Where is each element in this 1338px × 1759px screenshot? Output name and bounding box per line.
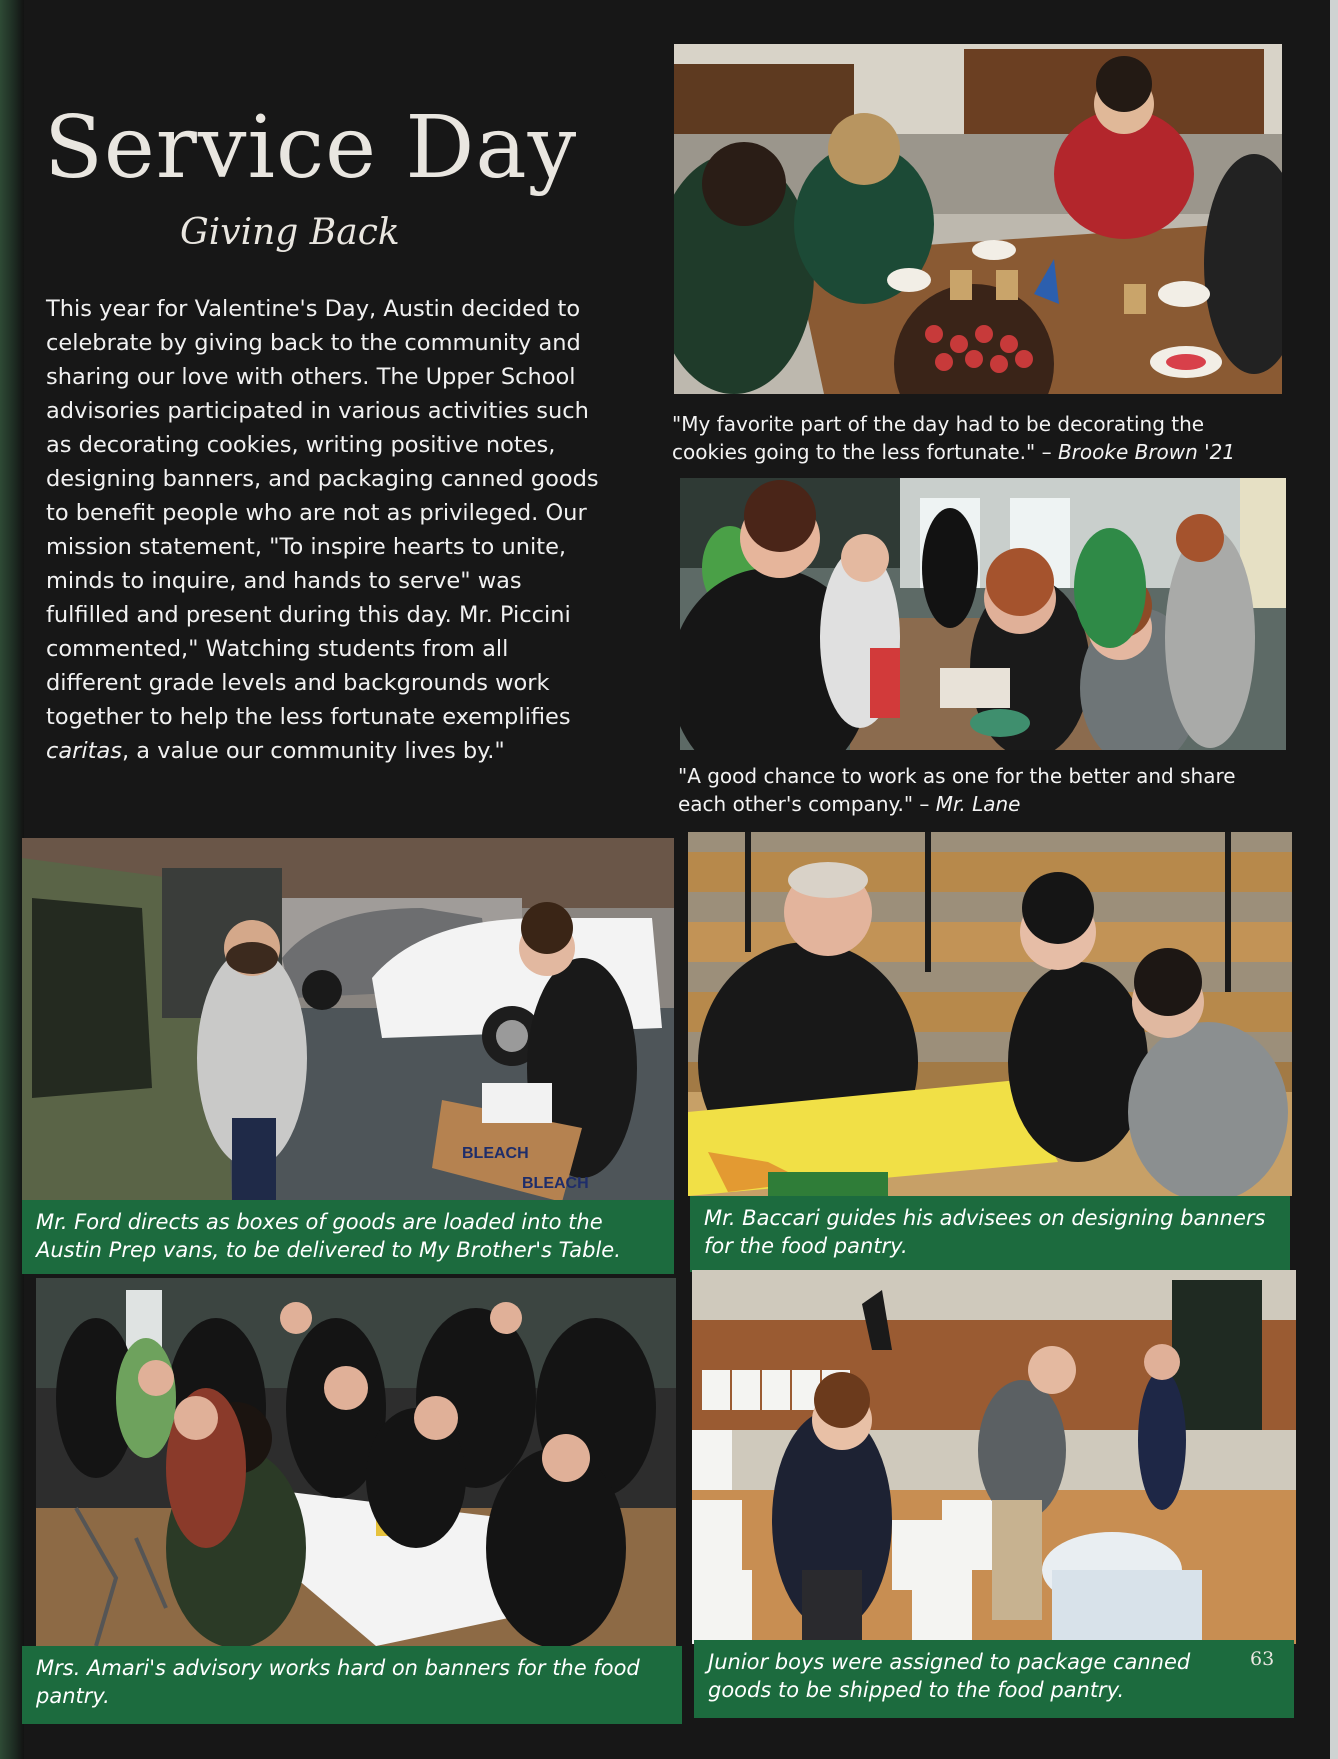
quote-teamwork-author: Mr. Lane bbox=[935, 792, 1021, 816]
quote-cookies-text: "My favorite part of the day had to be decorating the cookies going to the less fortunate." – bbox=[672, 412, 1205, 464]
quote-teamwork bbox=[678, 762, 1278, 818]
story-emphasis: caritas bbox=[46, 738, 122, 764]
photo-loading-vans bbox=[22, 838, 674, 1202]
quote-teamwork-text: "A good chance to work as one for the better and share each other's company." – bbox=[678, 764, 1236, 816]
box-label: BLEACH bbox=[522, 1175, 589, 1192]
page-subtitle: Giving Back bbox=[180, 212, 400, 253]
caption-juniors: Junior boys were assigned to package canned goods to be shipped to the food pantry. bbox=[694, 1640, 1294, 1718]
photo-amari-advisory bbox=[36, 1278, 676, 1646]
story-paragraph: This year for Valentine's Day, Austin decided to celebrate by giving back to the community and sharing our love with others. The Upper School advisories participated in various activities such as decorating cookies, writing positive notes, designing banners, and packaging canned goods to benefit people who are not as privileged. Our mission statement, "To inspire hearts to unite, minds to inquire, and hands to serve" was fulfilled and present during this day. Mr. Piccini commented," Watching students from all different grade levels and backgrounds work together to help the less fortunate exemplifies bbox=[46, 296, 599, 730]
story-text bbox=[46, 292, 606, 768]
photo-group-table bbox=[680, 478, 1286, 750]
photo-banner-design bbox=[688, 832, 1292, 1196]
photo-cookie-decorating bbox=[674, 44, 1282, 394]
caption-baccari: Mr. Baccari guides his advisees on designing banners for the food pantry. bbox=[690, 1196, 1290, 1272]
binding-spine bbox=[0, 0, 24, 1759]
quote-cookies-author: Brooke Brown '21 bbox=[1057, 440, 1236, 464]
quote-cookies bbox=[672, 410, 1272, 466]
box-label: BLEACH bbox=[462, 1145, 529, 1162]
caption-amari: Mrs. Amari's advisory works hard on banners for the food pantry. bbox=[22, 1646, 682, 1724]
caption-vans: Mr. Ford directs as boxes of goods are loaded into the Austin Prep vans, to be delivered to My Brother's Table. bbox=[22, 1200, 674, 1274]
page-title: Service Day bbox=[44, 98, 578, 198]
story-paragraph-end: , a value our community lives by." bbox=[122, 738, 505, 764]
photo-junior-packaging bbox=[692, 1270, 1296, 1644]
page-number: 63 bbox=[1250, 1648, 1275, 1670]
page-edge bbox=[1330, 0, 1338, 1759]
